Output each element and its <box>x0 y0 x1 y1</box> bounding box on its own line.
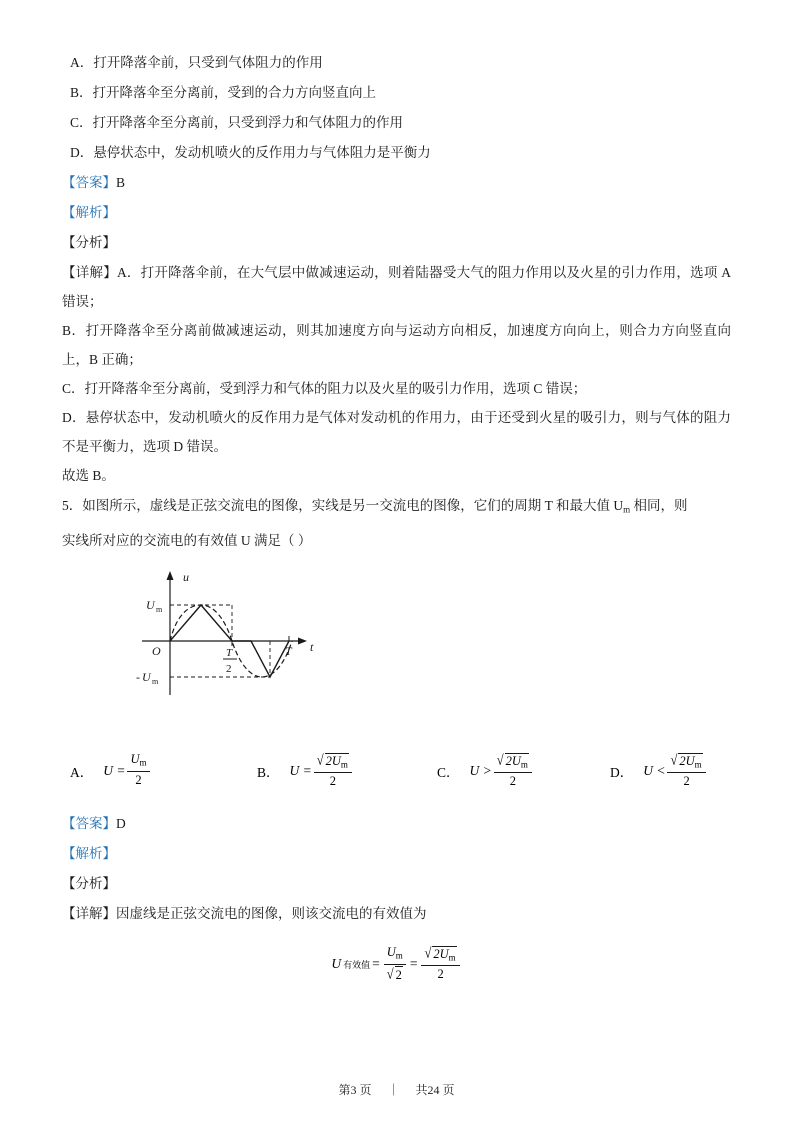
q5-choice-d-num-text <box>678 753 702 772</box>
q4-detail-d: D．悬停状态中，发动机喷火的反作用力是气体对发动机的作用力，由于还受到火星的吸引力，则与气体的阻力不是平衡力，选项 D 错误。 <box>62 410 731 454</box>
q4-detail-a: 【详解】A．打开降落伞前，在大气层中做减速运动，则着陆器受大气的阻力作用以及火星的引力作用，选项 A 错误； <box>62 265 731 309</box>
svg-text:U: U <box>142 670 151 685</box>
q5-choice-b-letter: B． <box>257 765 280 781</box>
q5-choice-c[interactable] <box>437 753 534 789</box>
q5-formula-frac2 <box>421 945 459 981</box>
q4-answer-value: B <box>116 175 126 190</box>
q5-choice-d[interactable] <box>610 753 708 789</box>
q5-detail-text: 【详解】因虚线是正弦交流电的图像，则该交流电的有效值为 <box>62 906 427 922</box>
q5-choice-a-lhs: U = <box>103 762 126 778</box>
svg-text:U: U <box>146 598 155 613</box>
q5-choice-c-den: 2 <box>509 773 516 788</box>
q5-stem-line1: 如图所示，虚线是正弦交流电的图像，实线是另一交流电的图像，它们的周期 T 和最大值 U <box>82 498 624 513</box>
q5-choice-c-num-text <box>505 753 529 772</box>
svg-text:u: u <box>183 570 189 585</box>
q4-answer-label: 【答案】 <box>62 175 116 190</box>
q5-stem-line2: 实线所对应的交流电的有效值 U 满足（ ） <box>62 533 312 549</box>
q5-choice-a-den: 2 <box>135 772 142 787</box>
q5-choice-a[interactable] <box>70 753 152 788</box>
q5-formula-eq1: = <box>372 956 380 972</box>
svg-text:m: m <box>152 677 159 687</box>
q5-choices <box>62 753 731 809</box>
q5-choice-b-num-val: 2U <box>325 754 341 769</box>
q5-choice-c-num-val: 2U <box>505 754 521 769</box>
q5-choice-a-num-text: U <box>130 752 140 767</box>
q5-answer-label: 【答案】 <box>62 816 116 832</box>
svg-text:O: O <box>152 644 161 659</box>
page-footer <box>0 1081 793 1098</box>
q5-choice-a-fraction <box>127 752 149 787</box>
svg-text:t: t <box>310 640 314 655</box>
q4-option-a: A．打开降落伞前，只受到气体阻力的作用 <box>70 55 323 70</box>
q5-analysis-label: 【解析】 <box>62 846 116 862</box>
q4-detail-b: B．打开降落伞至分离前做减速运动，则其加速度方向与运动方向相反，加速度方向向上，则合力方向竖直向上，B 正确； <box>62 323 731 367</box>
radical-icon: √ <box>424 945 432 962</box>
q5-choice-d-fraction <box>667 752 705 788</box>
q5-choice-d-num <box>667 752 705 771</box>
q5-choice-d-den: 2 <box>683 773 690 788</box>
q5-choice-c-lhs: U > <box>469 763 492 779</box>
q5-formula-u: U <box>331 956 342 972</box>
q5-formula-frac1 <box>384 945 406 981</box>
q5-answer-row <box>62 809 731 839</box>
footer-separator: ｜ <box>387 1083 400 1097</box>
svg-text:T: T <box>226 647 233 660</box>
q5-formula-frac1-num-sub: m <box>395 950 403 961</box>
q5-figure-wrap <box>62 563 731 743</box>
radical-icon: √ <box>316 752 324 769</box>
q5-formula-u-sub: 有效值 <box>343 959 371 970</box>
q5-formula-frac2-num-val: 2U <box>433 947 449 962</box>
q5-choice-b-num <box>314 752 352 771</box>
q5-choice-a-num <box>127 752 149 770</box>
q5-choice-a-letter: A． <box>70 764 94 780</box>
q5-fenxi-label: 【分析】 <box>62 876 116 892</box>
q5-choice-d-letter: D． <box>610 765 634 781</box>
q5-choice-d-num-val: 2U <box>679 754 695 769</box>
q4-conclusion: 故选 B。 <box>62 468 115 483</box>
footer-page-total: 共24 页 <box>415 1083 455 1097</box>
q4-fenxi-label: 【分析】 <box>62 235 116 250</box>
svg-text:2: 2 <box>226 663 232 676</box>
q5-choice-a-num-sub: m <box>139 757 147 768</box>
q4-detail-c: C．打开降落伞至分离前，受到浮力和气体的阻力以及火星的吸引力作用，选项 C 错误； <box>62 381 587 396</box>
q5-stem <box>62 490 731 557</box>
q5-choice-b-den: 2 <box>329 773 336 788</box>
q5-waveform-figure <box>122 563 382 738</box>
q4-option-b: B．打开降落伞至分离前，受到的合力方向竖直向上 <box>70 85 377 100</box>
q5-formula-frac1-den-val: 2 <box>395 967 402 982</box>
footer-page-current: 第3 页 <box>338 1083 372 1097</box>
q5-stem-line1-tail: 相同，则 <box>630 498 688 513</box>
radical-icon: √ <box>496 752 504 769</box>
q5-formula-frac1-num-val: U <box>386 945 396 960</box>
q4-option-c: C．打开降落伞至分离前，只受到浮力和气体阻力的作用 <box>70 115 404 130</box>
svg-text:T: T <box>285 644 292 659</box>
q5-formula-inline <box>331 946 461 982</box>
q4-answer-row <box>62 168 731 198</box>
radical-icon: √ <box>670 752 678 769</box>
q5-choice-c-num <box>494 752 532 771</box>
q5-formula-eq2: = <box>409 956 418 972</box>
q5-formula-frac2-den: 2 <box>437 966 444 981</box>
q5-formula-frac2-num <box>421 945 459 964</box>
svg-text:m: m <box>156 605 163 615</box>
q5-formula-frac1-den <box>384 965 406 982</box>
q5-choice-c-fraction <box>494 752 532 788</box>
q4-analysis-label: 【解析】 <box>62 205 116 220</box>
q5-choice-c-num-sub: m <box>520 759 528 770</box>
q4-option-d: D．悬停状态中，发动机喷火的反作用力与气体阻力是平衡力 <box>70 145 431 160</box>
q5-formula-frac2-num-sub: m <box>448 952 456 963</box>
radical-icon: √ <box>386 965 394 982</box>
q5-choice-c-letter: C． <box>437 765 460 781</box>
q5-choice-b-num-text <box>325 753 349 772</box>
svg-text:-: - <box>136 670 140 685</box>
q5-answer-value: D <box>116 816 126 832</box>
q5-choice-b[interactable] <box>257 753 354 789</box>
q5-number: 5． <box>62 498 83 513</box>
q5-choice-b-fraction <box>314 752 352 788</box>
q5-choice-b-num-sub: m <box>340 759 348 770</box>
q5-choice-d-num-sub: m <box>694 759 702 770</box>
q5-choice-d-lhs: U < <box>643 763 666 779</box>
q5-choice-b-lhs: U = <box>289 763 312 779</box>
q5-stem-sub: m <box>623 504 631 515</box>
q5-formula-frac2-num-wrap <box>432 946 456 965</box>
q5-formula <box>62 946 731 982</box>
q5-formula-frac1-num <box>384 945 406 963</box>
